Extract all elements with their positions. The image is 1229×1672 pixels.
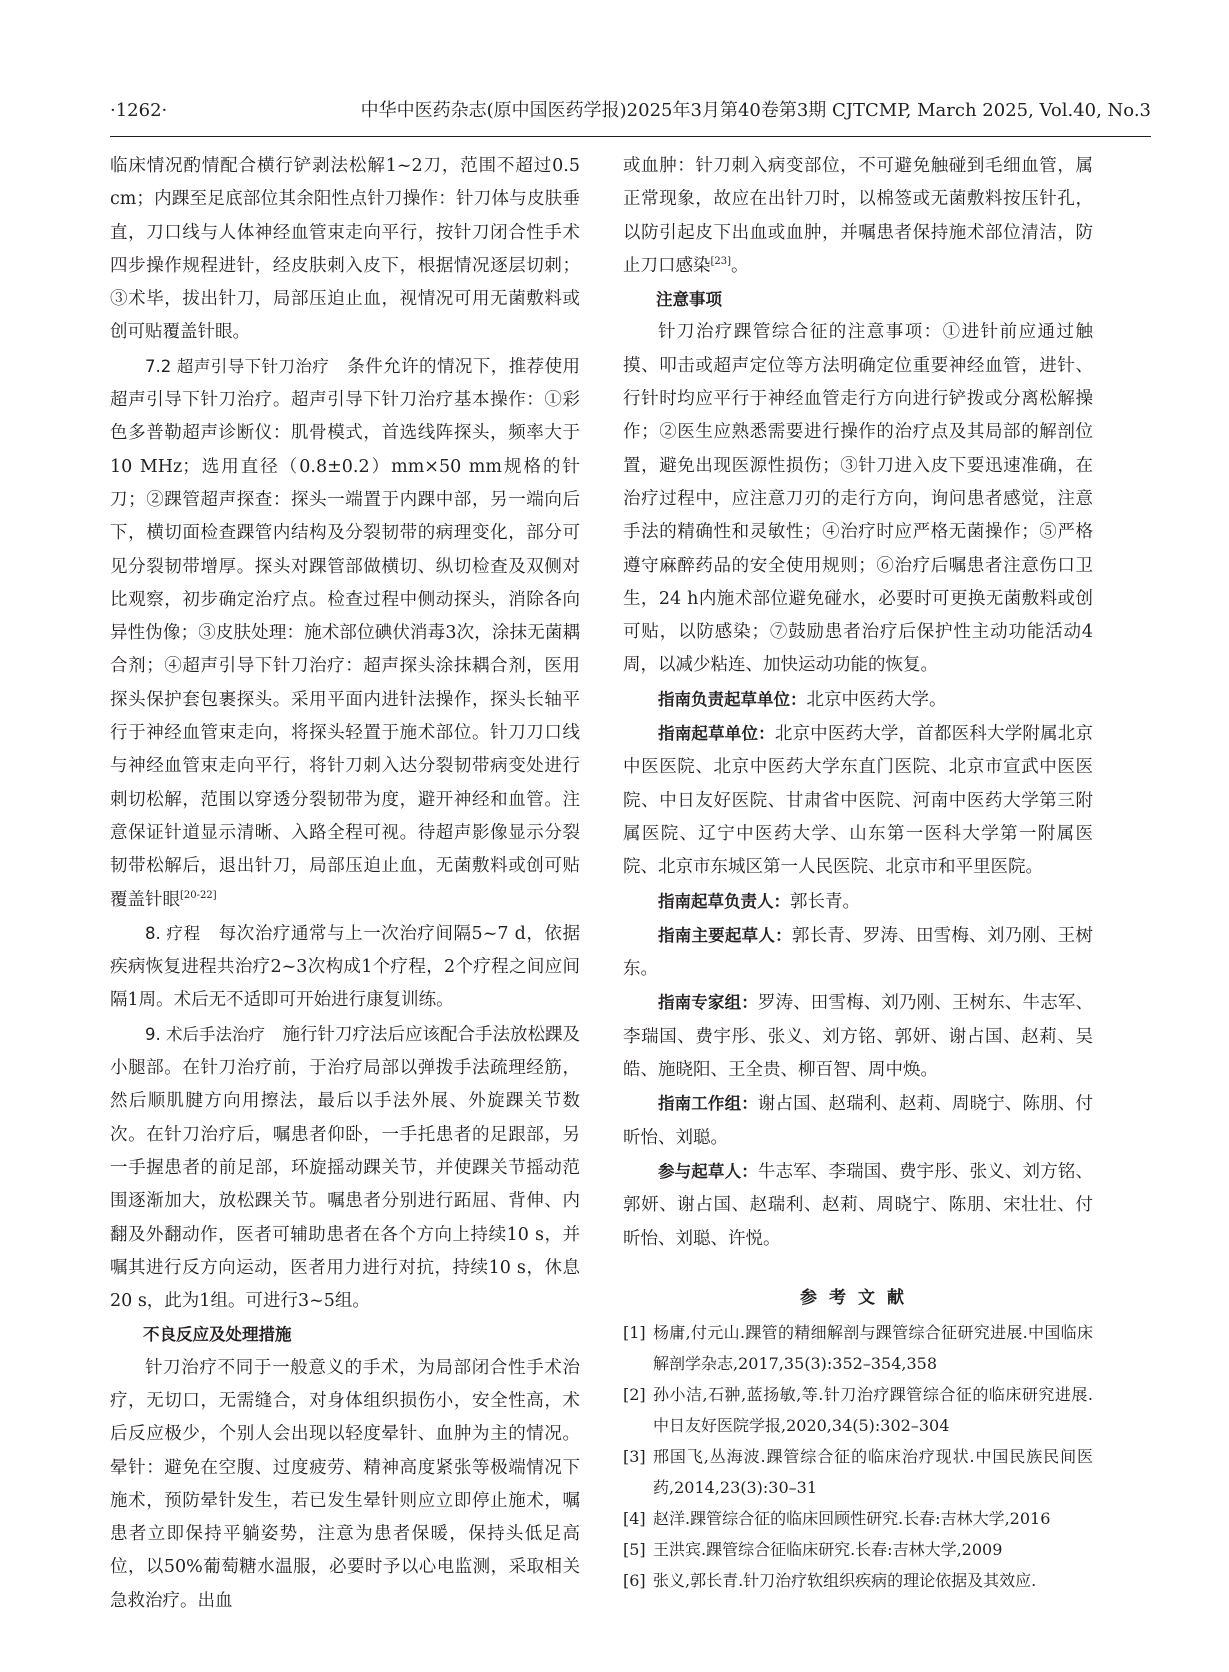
- reference-list: [623, 1317, 1093, 1596]
- section-8: [110, 917, 580, 1018]
- journal-citation: 中华中医药杂志(原中国医药学报)2025年3月第40卷第3期 CJTCMP, March 2025, Vol.40, No.3: [360, 100, 1151, 121]
- adverse-reactions-heading: 不良反应及处理措施: [143, 1325, 292, 1345]
- section-7-2: [110, 350, 580, 917]
- page-number: ·1262·: [110, 100, 168, 121]
- citation-23: [23]: [710, 256, 732, 268]
- reference-text: 孙小洁,石翀,蓝扬敏,等.针刀治疗踝管综合征的临床研究进展.中日友好医院学报,2020,34(5):302–304: [653, 1385, 1093, 1436]
- reference-text: 王洪宾.踝管综合征临床研究.长春:吉林大学,2009: [653, 1540, 1003, 1560]
- reference-number: [2]: [623, 1385, 646, 1405]
- reference-number: [4]: [623, 1509, 646, 1529]
- section-9: [110, 1018, 580, 1319]
- drafting-units: 指南起草单位：北京中医药大学，首都医科大学附属北京中医医院、北京中医药大学东直门医院、北京市宣武中医医院、中日友好医院、甘肃省中医院、河南中医药大学第三附属医院、辽宁中医药大学、山东第一医科大学第一附属医院、北京市东城区第一人民医院、北京市和平里医院。: [623, 724, 1093, 878]
- reference-text: 张义,郭长青.针刀治疗软组织疾病的理论依据及其效应.: [653, 1571, 1037, 1591]
- reference-item: [623, 1317, 1093, 1379]
- paragraph-needle-operation: 临床情况酌情配合横行铲剥法松解1~2刀，范围不超过0.5 cm；内踝至足底部位其余阳性点针刀操作：针刀体与皮肤垂直，刀口线与人体神经血管束走向平行，按针刀闭合性手术四步操作规程进针，经皮肤刺入皮下，根据情况逐层切刺；③术毕，拔出针刀，局部压迫止血，视情况可用无菌敷料或创可贴覆盖针眼。: [110, 156, 580, 343]
- expert-group: 指南专家组：罗涛、田雪梅、刘乃刚、王树东、牛志军、李瑞国、费宇彤、张义、刘方铭、郭妍、谢占国、赵莉、吴皓、施晓阳、王全贵、柳百智、周中焕。: [623, 993, 1093, 1081]
- reference-text: 赵洋.踝管综合征的临床回顾性研究.长春:吉林大学,2016: [653, 1509, 1051, 1529]
- working-group: 指南工作组：谢占国、赵瑞利、赵莉、周晓宁、陈朋、付昕怡、刘聪。: [623, 1094, 1093, 1148]
- reference-item: [623, 1379, 1093, 1441]
- drafting-leader: 指南起草负责人：郭长青。: [658, 891, 860, 912]
- participating-drafters: 参与起草人：牛志军、李瑞国、费宇彤、张义、刘方铭、郭妍、谢占国、赵瑞利、赵莉、周晓宁、陈朋、宋壮壮、付昕怡、刘聪、许悦。: [623, 1161, 1093, 1249]
- main-drafters: 指南主要起草人：郭长青、罗涛、田雪梅、刘乃刚、王树东。: [623, 925, 1094, 980]
- section-7-2-body: 条件允许的情况下，推荐使用超声引导下针刀治疗。超声引导下针刀治疗基本操作：①彩色多普勒超声诊断仪：肌骨模式，首选线阵探头，频率大于10 MHz；选用直径（0.8±0.2）mm×50 mm规格的针刀；②踝管超声探查：探头一端置于内踝中部，另一端向后下，横切面检查踝管内结构及分裂韧带的病理变化，部分可见分裂韧带增厚。探头对踝管部做横切、纵切检查及双侧对比观察，初步确定治疗点。检查过程中侧动探头，消除各向异性伪像；③皮肤处理：施术部位碘伏消毒3次，涂抹无菌耦合剂；④超声引导下针刀治疗：超声探头涂抹耦合剂，医用探头保护套包裹探头。采用平面内进针法操作，探头长轴平行于神经血管束走向，将探头轻置于施术部位。针刀刀口线与神经血管束走向平行，将针刀刺入达分裂韧带病变处进行刺切松解，范围以穿透分裂韧带为度，避开神经和血管。注意保证针道显示清晰、入路全程可视。待超声影像显示分裂韧带松解后，退出针刀，局部压迫止血，无菌敷料或创可贴覆盖针眼: [110, 356, 580, 910]
- reference-number: [6]: [623, 1571, 646, 1591]
- citation-20-22: [20-22]: [180, 889, 217, 901]
- responsible-unit: 指南负责起草单位：北京中医药大学。: [658, 689, 947, 710]
- reference-text: 邢国飞,丛海波.踝管综合征的临床治疗现状.中国民族民间医药,2014,23(3):30–31: [653, 1447, 1093, 1498]
- reference-item: [623, 1565, 1093, 1596]
- adverse-reactions-body: 针刀治疗不同于一般意义的手术，为局部闭合性手术治疗，无切口，无需缝合，对身体组织损伤小，安全性高，术后反应极少，个别人会出现以轻度晕针、血肿为主的情况。晕针：避免在空腹、过度疲劳、精神高度紧张等极端情况下施术，预防晕针发生，若已发生晕针则应立即停止施术，嘱患者立即保持平躺姿势，注意为患者保暖，保持头低足高位，以50%葡萄糖水温服，必要时予以心电监测，采取相关急救治疗。出血: [110, 1357, 580, 1611]
- reference-item: [623, 1441, 1093, 1503]
- reference-text: 杨庸,付元山.踝管的精细解剖与踝管综合征研究进展.中国临床解剖学杂志,2017,35(3):352–354,358: [653, 1323, 1093, 1374]
- section-8-body: 每次治疗通常与上一次治疗间隔5~7 d，依据疾病恢复进程共治疗2~3次构成1个疗程，2个疗程之间应间隔1周。术后无不适即可开始进行康复训练。: [110, 923, 580, 1011]
- reference-number: [1]: [623, 1323, 646, 1343]
- section-8-title: 8. 疗程: [145, 923, 201, 943]
- section-9-body: 施行针刀疗法后应该配合手法放松踝及小腿部。在针刀治疗前，于治疗局部以弹拨手法疏理经筋，然后顺肌腱方向用擦法，最后以手法外展、外旋踝关节数次。在针刀治疗后，嘱患者仰卧，一手托患者的足跟部，另一手握患者的前足部，环旋摇动踝关节，并使踝关节摇动范围逐渐加大，放松踝关节。嘱患者分别进行跖屈、背伸、内翻及外翻动作，医者可辅助患者在各个方向上持续10 s，并嘱其进行反方向运动，医者用力进行对抗，持续10 s，休息20 s，此为1组。可进行3~5组。: [110, 1024, 580, 1312]
- adverse-reactions-continued: 或血肿：针刀刺入病变部位，不可避免触碰到毛细血管，属正常现象，故应在出针刀时，以棉签或无菌敷料按压针孔，以防引起皮下出血或血肿，并嘱患者保持施术部位清洁，防止刀口感染[23]。: [623, 156, 1093, 276]
- references-heading: 参考文献: [800, 1287, 916, 1308]
- left-column: [110, 150, 580, 1618]
- section-9-title: 9. 术后手法治疗: [145, 1024, 265, 1044]
- reference-item: [623, 1534, 1093, 1565]
- precautions-heading: 注意事项: [656, 290, 722, 310]
- section-7-2-title: 7.2 超声引导下针刀治疗: [145, 356, 330, 376]
- reference-number: [3]: [623, 1447, 646, 1467]
- reference-number: [5]: [623, 1540, 646, 1560]
- precautions-body: 针刀治疗踝管综合征的注意事项：①进针前应通过触摸、叩击或超声定位等方法明确定位重要神经血管，进针、行针时均应平行于神经血管走行方向进行铲拨或分离松解操作；②医生应熟悉需要进行操作的治疗点及其局部的解剖位置，避免出现医源性损伤；③针刀进入皮下要迅速准确，在治疗过程中，应注意刀刃的走行方向，询问患者感觉，注意手法的精确性和灵敏性；④治疗时应严格无菌操作；⑤严格遵守麻醉药品的安全使用规则；⑥治疗后嘱患者注意伤口卫生，24 h内施术部位避免碰水，必要时可更换无菌敷料或创可贴，以防感染；⑦鼓励患者治疗后保护性主动功能活动4周，以减少粘连、加快运动功能的恢复。: [623, 322, 1093, 676]
- running-header: [110, 96, 1151, 137]
- reference-item: [623, 1503, 1093, 1534]
- right-column: [623, 150, 1093, 1596]
